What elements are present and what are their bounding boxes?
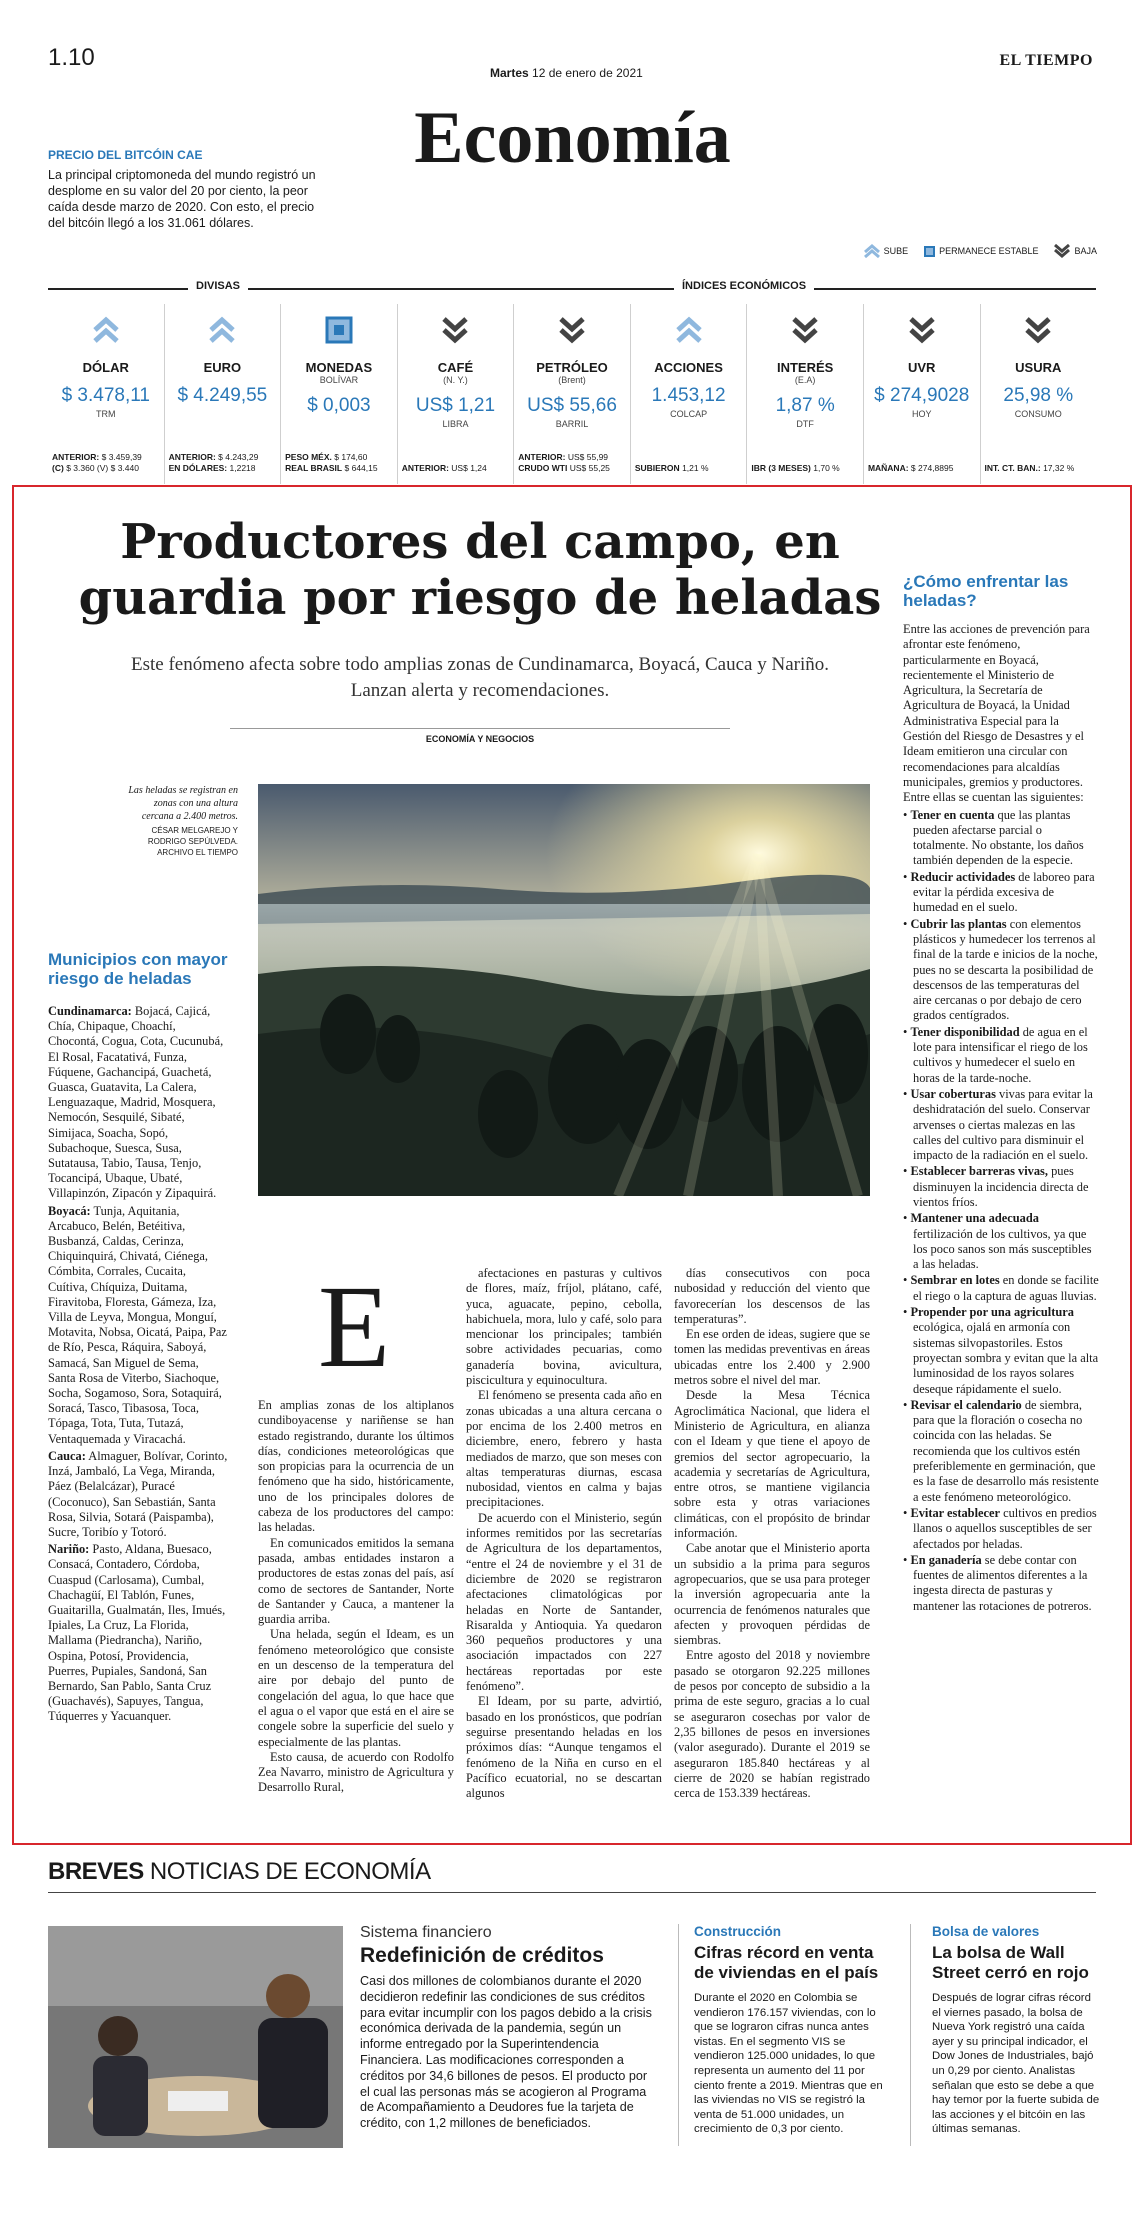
page-number: 1.10 — [48, 44, 95, 71]
recommendation-lead: Establecer barreras vivas, — [910, 1164, 1048, 1179]
breves-header — [48, 1858, 431, 1886]
foot2-label: REAL BRASIL — [285, 463, 343, 473]
article-deck: Este fenómeno afecta sobre todo amplias zonas de Cundinamarca, Boyacá, Cauca y Nariño. Lanzan alerta y recomendaciones. — [131, 654, 829, 701]
deck-rule — [230, 728, 730, 729]
recommendation-text: cultivos en predios llanos o aquellos susceptibles de ser afectados por heladas. — [913, 1505, 1097, 1551]
dept-name: Boyacá: — [48, 1203, 91, 1218]
index-8 — [981, 304, 1097, 484]
bitcoin-brief — [48, 148, 328, 231]
index-7 — [864, 304, 981, 484]
square-icon — [924, 246, 935, 257]
index-value: 1,87 % — [775, 395, 835, 416]
people-meeting-image — [48, 1926, 343, 2148]
chevron-up-icon — [92, 316, 120, 344]
recommendation-lead: Propender por una agricultura — [910, 1305, 1074, 1320]
date-rest: 12 de enero de 2021 — [532, 66, 643, 80]
recommendation-lead: Evitar establecer — [910, 1505, 1001, 1520]
section-title: Economía — [414, 97, 731, 179]
municipio-group — [48, 1204, 228, 1447]
index-name: MONEDAS — [305, 360, 373, 375]
municipio-group — [48, 1004, 228, 1202]
legend-up-label: SUBE — [883, 246, 909, 256]
recommendation-text: fertilización de los cultivos, ya que los poco sanos son más susceptibles a las heladas. — [913, 1226, 1092, 1272]
recommendation-lead: Tener en cuenta — [910, 807, 995, 822]
index-4 — [514, 304, 631, 484]
foot1-label: INT. CT. BAN.: — [984, 463, 1041, 473]
paragraph: Esto causa, de acuerdo con Rodolfo Zea Navarro, ministro de Agricultura y Desarrollo Rural, — [258, 1749, 454, 1795]
dept-name: Cundinamarca: — [48, 1004, 132, 1018]
index-value: $ 3.478,11 — [61, 385, 150, 406]
recommendation-text: se debe contar con fuentes de alimentos diferentes a la ingesta directa de pasturas y mantener las rotaciones de potreros. — [913, 1552, 1092, 1613]
newspaper-brand: EL TIEMPO — [999, 52, 1093, 69]
indices-label: ÍNDICES ECONÓMICOS — [674, 280, 814, 292]
trend-icon — [514, 314, 630, 346]
divisas-label: DIVISAS — [188, 280, 248, 292]
index-3 — [398, 304, 515, 484]
index-sub: BOLÍVAR — [319, 375, 359, 385]
index-name: ACCIONES — [654, 360, 723, 375]
breves-rule — [48, 1892, 1096, 1893]
article-column-1 — [258, 1398, 454, 1796]
foot1-label: PESO MÉX. — [285, 452, 332, 462]
foot1-value: US$ 1,24 — [451, 463, 487, 473]
foot1-value: 1,70 % — [813, 463, 840, 473]
paragraph: afectaciones en pasturas y cultivos de flores, maíz, fríjol, plátano, café, yuca, aguacate, pepino, cebolla, habichuela, mora, lulo y café, solo para mencionar los principales; también sobre actividades pecuarias, como ganadería bovina, avicultura, piscicultura y equinocultura. — [466, 1266, 662, 1388]
recommendations-list — [903, 808, 1099, 1614]
index-foot — [985, 463, 1093, 474]
recommendation-lead: Revisar el calendario — [910, 1397, 1022, 1412]
recommendation-lead: En ganadería — [910, 1552, 982, 1567]
legend-down — [1054, 244, 1097, 258]
foot1-label: ANTERIOR: — [518, 452, 566, 462]
dept-name: Nariño: — [48, 1542, 90, 1557]
index-foot — [751, 463, 859, 474]
brief1-title: Redefinición de créditos — [360, 1944, 604, 1967]
paragraph: días consecutivos con poca nubosidad y reducción del viento que favorecerían los descensos de las temperaturas”. — [674, 1266, 870, 1326]
breves-photo — [48, 1926, 343, 2148]
municipios-heading: Municipios con mayor riesgo de heladas — [48, 950, 228, 988]
trend-icon — [747, 314, 863, 346]
como-intro: Entre las acciones de prevención para afrontar este fenómeno, particularmente en Boyacá, recientemente el Ministerio de Agricultura, la Secretaría de Agricultura de Boyacá, la Unidad Administrativa Especial para la Gestión del Riesgo de Desastres y el Ideam emitieron una circular con recomendaciones para alcaldías municipales, gremios y productores. — [903, 622, 1090, 789]
breves-rest: NOTICIAS DE ECONOMÍA — [149, 1858, 431, 1885]
foot1-value: US$ 55,99 — [567, 452, 609, 462]
recommendation-item: • En ganadería se debe contar con fuentes de alimentos diferentes a la ingesta directa de pasturas y mantener las rotaciones de potreros. — [903, 1552, 1092, 1613]
trend-icon — [165, 314, 281, 346]
recommendation-item: • Usar coberturas vivas para evitar la deshidratación del suelo. Conservar arvenses o ciertas malezas en las calles del cultivo para disminuir el impacto de la radiación en el suelo. — [903, 1086, 1093, 1163]
foot2-label: (C) — [52, 463, 64, 473]
index-unit: CONSUMO — [1014, 409, 1062, 419]
foot1-value: $ 174,60 — [334, 452, 368, 462]
chevron-down-icon — [558, 316, 586, 344]
index-foot — [518, 452, 626, 474]
trend-icon — [631, 314, 747, 346]
foot1-value: $ 274,8895 — [910, 463, 954, 473]
index-unit: DTF — [796, 419, 814, 429]
recommendation-text: vivas para evitar la deshidratación del suelo. Conservar arvenses o ciertas malezas en las calles del cultivo para disminuir el impacto de la radiación en el suelo. — [913, 1086, 1093, 1163]
foot2-value: $ 644,15 — [344, 463, 378, 473]
paragraph: Entre agosto del 2018 y noviembre pasado se otorgaron 92.225 millones de pesos por concepto de subsidio a la prima de este seguro, gracias a lo cual se aseguraron cosechas por valor de 2,35 billones de pesos en inversiones (valor asegurado). Durante el 2019 se aseguraron 185.840 hectáreas y al cierre de 2020 se habían registrado cerca de 153.339 hectáreas. — [674, 1648, 870, 1801]
index-name: EURO — [203, 360, 242, 375]
chevron-up-icon — [675, 316, 703, 344]
foot1-label: ANTERIOR: — [168, 452, 216, 462]
brief2-body: Durante el 2020 en Colombia se vendieron 176.157 viviendas, con lo que se lograron cifras nunca antes vistas. En el segmento VIS se vendieron 125.000 unidades, lo que representa un aumento del 11 por ciento frente a 2019. Mientras que en las viviendas no VIS se registró la venta de 51.000 unidades, un crecimiento de 0,3 por ciento. — [694, 1992, 883, 2136]
recommendation-item: • Evitar establecer cultivos en predios llanos o aquellos susceptibles de ser afectados por heladas. — [903, 1505, 1097, 1551]
foot1-label: IBR (3 MESES) — [751, 463, 811, 473]
indices-row — [48, 304, 1096, 484]
foot1-value: 17,32 % — [1043, 463, 1075, 473]
chevron-up-icon — [208, 316, 236, 344]
recommendation-lead: Tener disponibilidad — [910, 1024, 1020, 1039]
trend-icon — [398, 314, 514, 346]
foot1-label: ANTERIOR: — [52, 452, 100, 462]
trend-icon — [981, 314, 1097, 346]
article-column-2 — [466, 1266, 662, 1801]
chevron-down-icon — [1024, 316, 1052, 344]
dept-list: Bojacá, Cajicá, Chía, Chipaque, Choachí, Chocontá, Cogua, Cota, Cucunubá, El Rosal, Facatativá, Funza, Fúquene, Gachancipá, Guachetá, Guasca, Guatavita, La Calera, Lenguazaque, Madrid, Mosquera, Nemocón, Sesquilé, Sibaté, Simijaca, Soacha, Sopó, Subachoque, Suesca, Susa, Sutatausa, Tabio, Tausa, Tenjo, Tocancipá, Ubaque, Ubaté, Villapinzón, Zipacón y Zipaquirá. — [48, 1004, 224, 1201]
recommendation-item: • Tener en cuenta que las plantas pueden afectarse parcial o totalmente. No obstante, los daños también dependen de la especie. — [903, 807, 1084, 868]
paragraph: Cabe anotar que el Ministerio aporta un subsidio a la prima para seguros agropecuarios, que se usa para proteger la inversión agropecuaria ante la ocurrencia de fenómenos naturales que afecten y provoquen pérdidas de siembras. — [674, 1541, 870, 1648]
index-sub: (N. Y.) — [443, 375, 468, 385]
index-sub: (E.A) — [794, 375, 816, 385]
index-unit: LIBRA — [442, 419, 469, 429]
municipio-group — [48, 1449, 228, 1540]
drop-cap: E — [318, 1261, 391, 1392]
foot1-label: SUBIERON — [634, 463, 680, 473]
landscape-photo — [258, 784, 870, 1196]
recommendation-lead: Mantener una adecuada — [910, 1211, 1039, 1226]
recommendation-item: • Sembrar en lotes en donde se facilite el riego o la captura de aguas lluvias. — [903, 1273, 1099, 1303]
como-enfrentar-sidebar — [903, 572, 1099, 1615]
chevron-down-icon — [908, 316, 936, 344]
brief2-kicker: Construcción — [694, 1924, 782, 1939]
legend-down-label: BAJA — [1074, 246, 1097, 256]
paragraph: Una helada, según el Ideam, es un fenómeno meteorológico que consiste en un descenso de la temperatura del aire por debajo del punto de congelación del agua, lo que hace que el agua o el vapor que está en el aire se congele sobre la superficie del suelo y especialmente de las plantas. — [258, 1627, 454, 1749]
recommendation-text: ecológica, ojalá en armonía con sistemas silvopastoriles. Estos proyectan sombra y evitan que la alta luminosidad de los rayos solares deseque rápidamente el suelo. — [913, 1320, 1099, 1396]
brief3-title: La bolsa de Wall Street cerró en rojo — [932, 1943, 1089, 1982]
municipio-group — [48, 1542, 228, 1724]
index-name: USURA — [1015, 360, 1062, 375]
paragraph: El fenómeno se presenta cada año en zonas ubicadas a una altura cercana o por encima de los 2.400 metros en diciembre, enero, febrero y hasta mediados de marzo, que son meses con altas temperaturas diurnas, escasa nubosidad, vientos en calma y bajas precipitaciones. — [466, 1388, 662, 1510]
trend-icon — [864, 314, 980, 346]
article-column-3 — [674, 1266, 870, 1801]
index-foot — [52, 452, 160, 474]
recommendation-lead: Cubrir las plantas — [910, 916, 1007, 931]
index-name: PETRÓLEO — [536, 360, 608, 375]
indices-header — [48, 280, 1096, 296]
recommendation-item: • Tener disponibilidad de agua en el lote para intensificar el riego de los cultivos y humedecer el suelo en horas de la tarde-noche. — [903, 1024, 1088, 1085]
index-name: DÓLAR — [82, 360, 129, 375]
index-6 — [747, 304, 864, 484]
index-foot — [868, 463, 976, 474]
recommendation-text: de agua en el lote para intensificar el riego de los cultivos y humedecer el suelo en horas de la tarde-noche. — [913, 1024, 1088, 1085]
recommendation-item: • Revisar el calendario de siembra, para que la floración o cosecha no coincida con las heladas. Se recomienda que los cultivos estén preferiblemente en germinación, que es la fase de desarrollo más resistente a este fenómeno meteorológico. — [903, 1397, 1099, 1504]
index-unit: HOY — [911, 409, 932, 419]
municipios-sidebar — [48, 950, 228, 1727]
brief1-kicker: Sistema financiero — [360, 1924, 492, 1941]
brief3-kicker: Bolsa de valores — [932, 1924, 1040, 1939]
index-unit: TRM — [96, 409, 116, 419]
foot1-value: 1,21 % — [682, 463, 709, 473]
paragraph: Desde la Mesa Técnica Agroclimática Nacional, que lidera el Ministerio de Agricultura, en alianza con el Ideam y que tiene el apoyo de gremios del sector agropecuario, la academia y secretarías de Agricultura, entre otros, se mantiene vigilancia sobre esta y otras variaciones climáticas, con el propósito de brindar información. — [674, 1388, 870, 1541]
foot1-value: $ 3.459,39 — [101, 452, 142, 462]
indices-legend — [864, 244, 1097, 258]
como-heading: ¿Cómo enfrentar las heladas? — [903, 572, 1069, 610]
date-line — [490, 66, 643, 80]
index-unit: BARRIL — [555, 419, 589, 429]
index-2 — [281, 304, 398, 484]
square-icon — [325, 316, 353, 344]
index-value: 1.453,12 — [651, 385, 726, 406]
recommendation-text: en donde se facilite el riego o la captura de aguas lluvias. — [913, 1273, 1099, 1303]
recommendation-text: de laboreo para evitar la pérdida excesiva de humedad en el suelo. — [913, 869, 1095, 915]
index-unit: COLCAP — [670, 409, 708, 419]
municipios-list — [48, 1004, 228, 1725]
dept-list: Pasto, Aldana, Buesaco, Consacá, Contadero, Córdoba, Cuaspud (Carlosama), Cumbal, Chachagüí, El Tablón, Funes, Guaitarilla, Gualmatán, Iles, Imués, Ipiales, La Cruz, La Florida, Mallama (Piedrancha), Nariño, Ospina, Potosí, Providencia, Puerres, Pupiales, Sandoná, San Bernardo, San Pablo, Santa Cruz (Guachavés), Sapuyes, Tangua, Túquerres y Yacuanquer. — [48, 1542, 226, 1724]
paragraph: El Ideam, por su parte, advirtió, basado en los pronósticos, que podrían seguirse presentando heladas en los próximos días: “Aunque tengamos el fenómeno de la Niña en curso en el Pacífico ecuatorial, no se descartan algunos — [466, 1694, 662, 1801]
recommendation-item: • Mantener una adecuada fertilización de los cultivos, ya que los poco sanos son más susceptibles a las heladas. — [903, 1211, 1092, 1272]
chevron-down-icon — [791, 316, 819, 344]
recommendation-text: pues disminuyen la incidencia directa de vientos fríos. — [913, 1164, 1089, 1209]
brief1-body: Casi dos millones de colombianos durante el 2020 decidieron redefinir las condiciones de sus créditos para evitar incumplir con los pagos debido a la crisis económica derivada de la pandemia, según un informe entregado por la Superintendencia Financiera. Las modificaciones corresponden a créditos por 34,6 billones de pesos. El producto por el cual las personas más se acogieron al Programa de Acompañamiento a Deudores fue la tarjeta de crédito, con 1,2 millones de beneficiados. — [360, 1974, 652, 2131]
brief-bolsa — [932, 1924, 1102, 2137]
recommendation-item: • Cubrir las plantas con elementos plásticos y humedecer los terrenos al final de la tarde e inicios de la noche, pues no se descarta la posibilidad de descensos de las temperaturas del aire cercanas o por debajo de cero grados centígrados. — [903, 916, 1098, 1023]
recommendation-text: que las plantas pueden afectarse parcial o totalmente. No obstante, los daños también dependen de la especie. — [913, 807, 1084, 868]
trend-icon — [281, 314, 397, 346]
index-0 — [48, 304, 165, 484]
legend-stable-label: PERMANECE ESTABLE — [939, 246, 1039, 256]
index-foot — [402, 463, 510, 474]
legend-up — [864, 244, 909, 258]
trend-icon — [48, 314, 164, 346]
foot2-label: EN DÓLARES: — [168, 463, 228, 473]
paragraph: En comunicados emitidos la semana pasada, ambas entidades instaron a productores de estas zonas del país, así como de sectores de Santander, Norte de Santander y Cauca, a mantener la guardia arriba. — [258, 1535, 454, 1627]
article-headline: Productores del campo, en guardia por riesgo de heladas — [78, 514, 882, 626]
dept-name: Cauca: — [48, 1448, 86, 1463]
foot2-label: CRUDO WTI — [518, 463, 568, 473]
index-name: UVR — [907, 360, 936, 375]
chevron-down-icon — [1054, 244, 1070, 258]
recommendation-lead: Sembrar en lotes — [910, 1273, 1000, 1288]
index-value: US$ 1,21 — [415, 395, 496, 416]
foot1-label: MAÑANA: — [867, 463, 909, 473]
chevron-down-icon — [441, 316, 469, 344]
sunrise-frost-landscape-image — [258, 784, 870, 1196]
index-value: $ 0,003 — [307, 395, 371, 416]
index-sub: (Brent) — [558, 375, 586, 385]
recommendation-item: • Establecer barreras vivas, pues disminuyen la incidencia directa de vientos fríos. — [903, 1164, 1089, 1209]
bitcoin-kicker: PRECIO DEL BITCÓIN CAE — [48, 148, 203, 162]
brief2-title: Cifras récord en venta de viviendas en el país — [694, 1943, 879, 1982]
foot2-value: US$ 55,25 — [569, 463, 610, 473]
index-value: $ 4.249,55 — [177, 385, 268, 406]
foot2-value: 1,2218 — [229, 463, 256, 473]
brief-divider — [678, 1924, 679, 2146]
index-foot — [169, 452, 277, 474]
paragraph: De acuerdo con el Ministerio, según informes remitidos por las secretarías de Agricultura de los departamentos, “entre el 24 de noviembre y el 31 de diciembre de 2020 se registraron afectaciones climatológicas por heladas en Norte de Santander, Risaralda y Antioquia. Ya quedaron 360 pequeños productores y una asociación impactados con 227 hectáreas reportadas por este fenómeno”. — [466, 1510, 662, 1694]
chevron-up-icon — [864, 244, 880, 258]
dept-list: Tunja, Aquitania, Arcabuco, Belén, Betéitiva, Busbanzá, Caldas, Cerinza, Chiquinquirá, Chivatá, Ciénega, Cómbita, Corrales, Cucaita, Cuítiva, Chíquiza, Duitama, Firavitoba, Floresta, Gámeza, Iza, Villa de Leyva, Mongua, Monguí, Motavita, Nobsa, Oicatá, Paipa, Paz de Río, Pesca, Ráquira, Saboyá, Samacá, San Miguel de Sema, Santa Rosa de Viterbo, Siachoque, Socha, Sogamoso, Sora, Sotaquirá, Soracá, Tasco, Tibasosa, Toca, Tópaga, Tota, Tuta, Tutazá, Ventaquemada y Viracachá. — [48, 1203, 227, 1446]
recommendation-lead: Reducir actividades — [910, 869, 1016, 884]
recommendation-text: de siembra, para que la floración o cosecha no coincida con las heladas. Se recomienda que los cultivos estén preferiblemente en germinación, que es la fase de desarrollo más resistente a este fenómeno meteorológico. — [913, 1397, 1099, 1504]
index-value: $ 274,9028 — [874, 385, 970, 406]
recommendation-item: • Reducir actividades de laboreo para evitar la pérdida excesiva de humedad en el suelo. — [903, 869, 1095, 915]
foot2-value: $ 3.360 (V) $ 3.440 — [66, 463, 139, 473]
recommendation-lead: Usar coberturas — [910, 1086, 996, 1101]
index-foot — [635, 463, 743, 474]
como-intro2: Entre ellas se cuentan las siguientes: — [903, 790, 1084, 805]
dept-list: Almaguer, Bolívar, Corinto, Inzá, Jambaló, La Vega, Miranda, Páez (Belalcázar), Puracé (Coconuco), San Sebastián, Santa Rosa, Silvia, Sotará (Paispamba), Sucre, Toribío y Totoró. — [48, 1448, 228, 1539]
breves-bold: BREVES — [48, 1858, 144, 1885]
date-weekday: Martes — [490, 66, 529, 80]
brief-divider — [910, 1924, 911, 2146]
photo-caption — [120, 784, 238, 858]
brief-financiero — [360, 1924, 660, 2132]
index-1 — [165, 304, 282, 484]
index-5 — [631, 304, 748, 484]
paragraph: En amplias zonas de los altiplanos cundiboyacense y nariñense se han estado registrando, durante los últimos días, condiciones meteorológicas que son propicias para la ocurrencia de un fenómeno que ha sido, históricamente, uno de los principales dolores de cabeza de los productores del campo: las heladas. — [258, 1398, 454, 1535]
index-value: 25,98 % — [1003, 385, 1074, 406]
index-value: US$ 55,66 — [527, 395, 617, 416]
index-name: INTERÉS — [776, 360, 834, 375]
bitcoin-text: La principal criptomoneda del mundo registró un desplome en su valor del 20 por ciento, la peor caída desde marzo de 2020. Con esto, el precio del bitcóin llegó a los 31.061 dólares. — [48, 168, 316, 230]
caption-text: Las heladas se registran en zonas con una altura cercana a 2.400 metros. — [128, 785, 238, 822]
index-foot — [285, 452, 393, 474]
foot1-label: ANTERIOR: — [401, 463, 449, 473]
section-tag: ECONOMÍA Y NEGOCIOS — [425, 734, 535, 744]
foot1-value: $ 4.243,29 — [218, 452, 259, 462]
brief-construccion — [694, 1924, 886, 2137]
legend-stable — [924, 246, 1038, 257]
recommendation-text: con elementos plásticos y humedecer los terrenos al final de la tarde e inicios de la noche, pues no se descarta la posibilidad de descensos de las temperaturas del aire cercanas o por debajo de cero grados centígrados. — [913, 916, 1098, 1023]
recommendation-item: • Propender por una agricultura ecológica, ojalá en armonía con sistemas silvopastoriles. Estos proyectan sombra y evitan que la alta luminosidad de los rayos solares deseque rápidamente el suelo. — [903, 1305, 1099, 1396]
photo-credit: CÉSAR MELGAREJO Y RODRIGO SEPÚLVEDA. ARCHIVO EL TIEMPO — [147, 826, 238, 857]
index-name: CAFÉ — [437, 360, 474, 375]
paragraph: En ese orden de ideas, sugiere que se tomen las medidas preventivas en áreas ubicadas entre los 2.400 y 2.900 metros sobre el nivel del mar. — [674, 1327, 870, 1388]
brief3-body: Después de lograr cifras récord el viernes pasado, la bolsa de Nueva York registró una caída ayer y su principal indicador, el Dow Jones de Industriales, bajó un 0,29 por ciento. Analistas señalan que esto se debe a que hay temor por la fuerte subida de las acciones y el bitcóin en las últimas semanas. — [932, 1992, 1100, 2136]
